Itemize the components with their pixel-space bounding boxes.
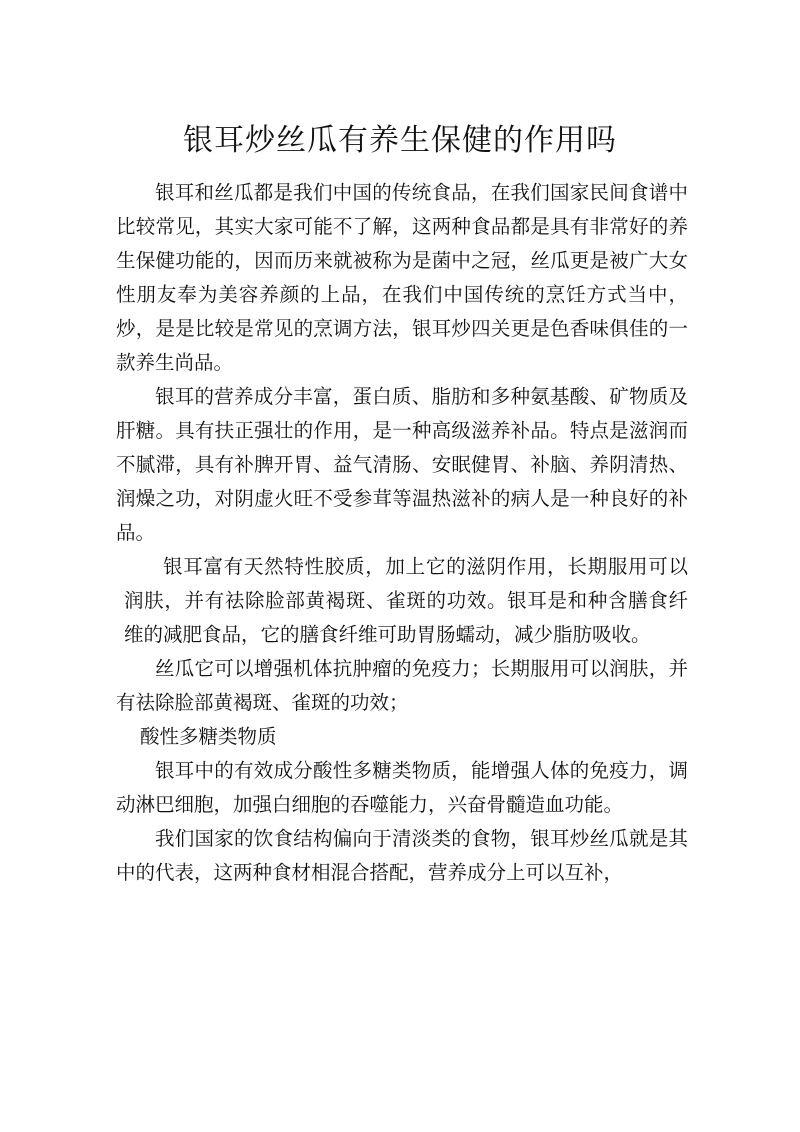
paragraph-luffa-benefits: 丝瓜它可以增强机体抗肿瘤的免疫力；长期服用可以润肤，并有祛除脸部黄褐斑、雀斑的功效； [116, 657, 688, 714]
paragraph-tremella-nutrition: 银耳的营养成分丰富，蛋白质、脂肪和多种氨基酸、矿物质及肝糖。具有扶正强壮的作用，是一种高级滋养补品。特点是滋润而不腻滞，具有补脾开胃、益气清肠、安眠健胃、补脑、养阴清热、润燥之功，对阴虚火旺不受参茸等温热滋补的病人是一种良好的补品。 [116, 385, 688, 544]
page-title: 银耳炒丝瓜有养生保健的作用吗 [183, 123, 617, 158]
paragraph-tremella-skin: 银耳富有天然特性胶质，加上它的滋阴作用，长期服用可以润肤，并有祛除脸部黄褐斑、雀斑的功效。银耳是和种含膳食纤维的减肥食品，它的膳食纤维可助胃肠蠕动，减少脂肪吸收。 [124, 555, 688, 646]
subheading-acidic-polysaccharides: 酸性多糖类物质 [140, 725, 277, 748]
paragraph-diet-structure: 我们国家的饮食结构偏向于清淡类的食物，银耳炒丝瓜就是其中的代表，这两种食材相混合搭配，营养成分上可以互补， [116, 827, 688, 884]
paragraph-intro: 银耳和丝瓜都是我们中国的传统食品，在我们国家民间食谱中比较常见，其实大家可能不了解，这两种食品都是具有非常好的养生保健功能的，因而历来就被称为是菌中之冠，丝瓜更是被广大女性朋友奉为美容养颜的上品，在我们中国传统的烹饪方式当中，炒，是是比较是常见的烹调方法，银耳炒四关更是色香味俱佳的一款养生尚品。 [116, 181, 688, 374]
article-body [116, 176, 688, 890]
paragraph-polysaccharides: 银耳中的有效成分酸性多糖类物质，能增强人体的免疫力，调动淋巴细胞，加强白细胞的吞噬能力，兴奋骨髓造血功能。 [116, 759, 688, 816]
